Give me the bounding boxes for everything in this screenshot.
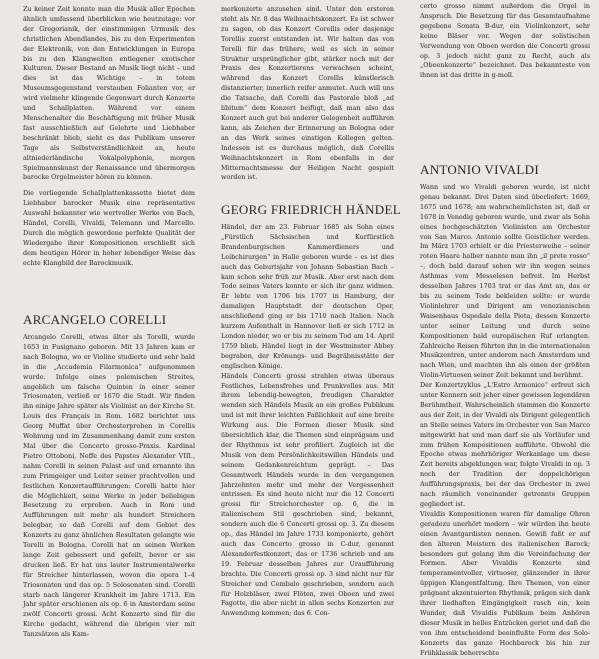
handel-section	[221, 223, 394, 619]
vivaldi-section	[420, 183, 590, 659]
continuation-column	[221, 5, 394, 189]
handel-heading: GEORG FRIEDRICH HÄNDEL	[221, 202, 401, 217]
handel-paragraph: Händel, der am 23. Februar 1685 als Sohn eines „Fürstlich Sächsischen und Kurfürstlich Brandenburgischen Kammerdieners und Leibchirurgen“ in Halle geboren wurde – es ist dies auch das Geburtsjahr von Johann Sebastian Bach – kam schon sehr früh zur Musik. Aber erst nach dem Tode seines Vaters konnte er sich ihr ganz widmen. Er lebte von 1706 bis 1707 in Hamburg, der damaligen Hauptstadt der deutschen Oper, anschließend ging er bis 1710 nach Italien. Nach kurzem Aufenthalt in Hannover ließ er sich 1712 in London nieder, wo er bis zu seinem Tod am 14. April 1759 blieb. Händel liegt in der Westminster Abbey begraben, der Krönungs- und Begräbnisstätte der englischen Könige. Händels Concerti grossi strahlen etwas überaus Festliches, Lebensfrohes und Prunkvolles aus. Mit ihrem lebendig-bewegten, freudigen Charakter wenden sich Händels Musik an ein großes Publikum und ist mit ihrer leichten Faßlichkeit auf eine breite Wirkung aus. Die Formen dieser Musik sind übersichtlich klar, die Themen sind einprägsam und der Rhythmus ist sehr profiliert. Zugleich ist die Musik von dem Persönlichkeitswillen Händels und seinem Gedankenreichtum geprägt. – Das Gesamtwerk Händels wurde in den vergangenen Jahrzehnten mehr und mehr der Vergessenheit entrissen. Es sind heute nicht nur die 12 Concerti grossi für Streichorchester op. 6, die in italienischem Stil geschrieben sind, bekannt, sondern auch die 6 Concerti grossi op. 3. Zu diesem op., das Händel im Jahre 1733 komponierte, gehört auch das Concerto grosso in C-dur, genannt Alexanderfestkonzert, das er 1736 schrieb und am 19. Februar desselben Jahres zur Uraufführung brachte. Die Concerti grossi op. 3 sind nicht nur für Streicher und Cembalo geschrieben, sondern auch für Holzbläser, zwei Flöten, zwei Oboen und zwei Fagotte, die aber nicht in allen sechs Konzerten zur Anwendung kommen; das 6. Con-	[221, 223, 394, 618]
corelli-heading: ARCANGELO CORELLI	[23, 312, 167, 327]
weihnachtskonzert-paragraph: merkonzerte anzusehen sind. Unter den ersteren steht als Nr. 8 das Weihnachtskonzert. Es ist schwer zu sagen, ob das Konzert Corellis oder dasjenige Torellis zuerst entstanden ist. Wir halten das von Torelli für das frühere, weil es sich in seiner Struktur ursprünglicher gibt, stärker noch mit der Praxis des Konzertierens verwachsen scheint, während das Konzert Corellis künstlerisch distanzierter, innerlich reifer anmutet. Auch will uns die Tatsache, daß Corelli das Pastorale bloß „ad libitum“ dem Konzert beifügt, daß man also das Konzert auch gut bei anderer Gelegenheit aufführen kann, als Zeichen der Erinnerung an Bologna oder an das Werk seines einstigen Kollegen gelten. Indessen ist es durchaus möglich, daß Corellis Weihnachtskonzert in Rom ebenfalls in der Mitternachtsmesse der Heiligen Nacht gespielt worden ist.	[221, 5, 394, 182]
corelli-section	[23, 333, 195, 640]
intro-paragraph-2: Die vorliegende Schallplattenkassette bietet dem Liebhaber barocker Musik eine repräsentative Auswahl bekannter wie wertvoller Werke von Bach, Händel, Corelli, Vivaldi, Telemann und Marcello. Durch die möglich gewordene perfekte Qualität der Wiedergabe ihrer Kompositionen erschließt sich dem heutigen Hörer in hoher lebendiger Weise das echte Klangbild der Barockmusik.	[23, 189, 195, 267]
vivaldi-heading: ANTONIO VIVALDI	[420, 162, 539, 177]
intro-paragraph-1: Zu keiner Zeit konnte man die Musik aller Epochen ähnlich umfassend überblicken wie heutzutage: vor der Gregorianik, der einstimmigen Urmusik des christlichen Abendlandes, bis zu den Experimenten der Elektronik, von den Entwicklungen in Europa bis zu den Klangwelten entlegener exotischer Kulturen. Dieser Bestand an Musik liegt nicht – und dies ist das Wichtige – in totem Museumsgegenstand verstauben Folianten vor, er wird vielmehr klingende Gegenwart durch Konzerte und Schallplatten. Während vor einem Menschenalter die Beschäftigung mit früher Musik fast ausschließlich auf Gelehrte und Liebhaber beschränkt blieb, sieht es das Publikum unserer Tage als Selbstverständlichkeit an, heute altniederländische Vokalpolyphonie, morgen Spielmannskunst der Renaissance und übermorgen barocke Orgelmeister hören zu können.	[23, 5, 195, 182]
concerti-grossi-column	[420, 2, 590, 81]
corelli-paragraph: Arcangelo Corelli, etwas älter als Torelli, wurde 1653 in Fusignano geboren. Mit 13 Jahren kam er nach Bologna, wo er Violine studierte und sehr bald in die „Accademia Filarmonica“ aufgenommen wurde. Infolge eines polemischen Streites, angeblich um falsche Quinten in einer seiner Triosonaten, verließ er 1670 die Stadt. Wir finden ihn einige Jahre später als Violinist an der Kirche St. Louis des Français in Rom. 1682 berichtet uns Georg Muffat über Orchesterproben in Corellis Wohnung und im Zusammenhang damit zum ersten Mal über die Concerto grosso-Praxis. Kardinal Pietro Ottoboni, Neffe des Papstes Alexander VIII., nahm Corelli in seinen Palast auf und ernannte ihn zum Primgeiger und Leiter seiner prachtvollen und festlichen Konzertaufführungen: Corelli hatte hier die Möglichkeit, seine Werke in jeder beliebigen Besetzung zu erproben. Auch in Rom und Aufführungen mit mehr als hundert Streichern belegbar, so daß Corelli auf dem Gebiet des Konzerts zu ganz ähnlichen Resultaten gelangte wie Torelli in Bologna. Corelli hat an seinen Werken lange Zeit gebessert und gefeilt, bevor er sie drucken ließ. Er hat uns lauter Instrumentalwerke für Streicher hinterlassen, wovon die opera 1–4 Triosonaten und das op. 5 Solosonaten sind. Corelli starb nach längerer Krankheit im Jahre 1713. Ein Jahr später erschienen als op. 6 in Amsterdam seine zwölf Concerti grossi. Acht Konzerte sind für die Kirche gedacht, während die übrigen vier mit Tanzsätzen als Kam-	[23, 333, 195, 639]
intro-column	[23, 5, 195, 275]
vivaldi-paragraph: Wann und wo Vivaldi geboren wurde, ist nicht genau bekannt. Drei Daten sind überliefert: 1669, 1675 und 1678; am wahrscheinlichsten ist, daß er 1678 in Venedig geboren wurde, und zwar als Sohn eines hochgeschätzten Violinisten am Orchester von San Marco. Antonio sollte Geistlicher werden. Im März 1703 erhielt er die Priesterweihe – seiner roten Haare halber nannte man ihn „il prete rosso“ –, doch bald darauf sehen wir ihn wegen seines Asthmas vom Messelesen befreit. Im Herbst desselben Jahres 1703 trat er das Amt an, das er bis zu seinem Tode bekleiden sollte: er wurde Violinlehrer und Dirigent am venezianischen Waisenhaus Ospedale della Pieta, dessen Konzerte unter seiner Leitung und durch seine Kompositionen bald europäischen Ruf erlangten. Zahlreiche Reisen führten ihn in die internationalen Musikzentren, unter anderem nach Amsterdam und nach Wien, und machten ihn als einen der größten Violin-Virtuosen seiner Zeit bekannt und berühmt. Der Konzertzyklus „L'Estro Armonico“ erfreut sich unter Kennern seit jeher einer gewissen legendären Berühmtheit. Wahrscheinlich stammen die Konzerte aus der Zeit, in der Vivaldi als Dirigent gelegentlich an Stelle seines Vaters im Orchester von San Marco mitgewirkt hat und man darf sie als Vorläufer und zum frühen Kompositionen aufführte. Obwohl die Epoche etwas mehrhöriger Werkanlage um diese Zeit bereits abgeklungen war, folgte Vivaldi in op. 3 noch der Tradition der doppelchörigen Aufführungspraxis, bei der das Orchester in zwei nach räumlich voneinander getrennte Gruppen gegliedert ist. Vivaldis Kompositionen waren für damalige Ohren geradezu unerhört modern – wir würden ihn heute einen Avantgardisten nennen. Gewiß fußt er auf den älteren Meistern des italienischen Barock; besonders gut gelang ihm die Vereinfachung der Formen. Aber Vivaldis Konzerte sind temperamentvoller, virtuoser, glänzender in ihrer üppigen Klangentfaltung. Ihre Themen, von einer prägnant akzentuierten Rhythmik, prägen sich dank ihrer liedhaften Eingängigkeit rasch ein, kein Wunder, daß Vivaldis Publikum beim Anhören dieser Musik in helles Entzücken geriet und daß die von ihm entscheidend beeinflußte Form des Solo-Konzerts das ganze Hochbarock bis hin zur Frühklassik beherrschte	[420, 183, 590, 657]
concerti-grossi-paragraph: certo grosso nimmt außerdem die Orgel in Anspruch. Die Besetzung für das Gesamtaufnahme gegebene Sonata B-dur, ein Violinkonzert, sehr keine Bläser vor. Wegen der solistischen Verwendung von Oboen werden die Concerti grossi op. 3 jedoch nicht ganz zu Recht, auch als „Oboenkonzerte“ bezeichnet. Das bekannteste von ihnen ist das dritte in g-moll.	[420, 2, 590, 80]
